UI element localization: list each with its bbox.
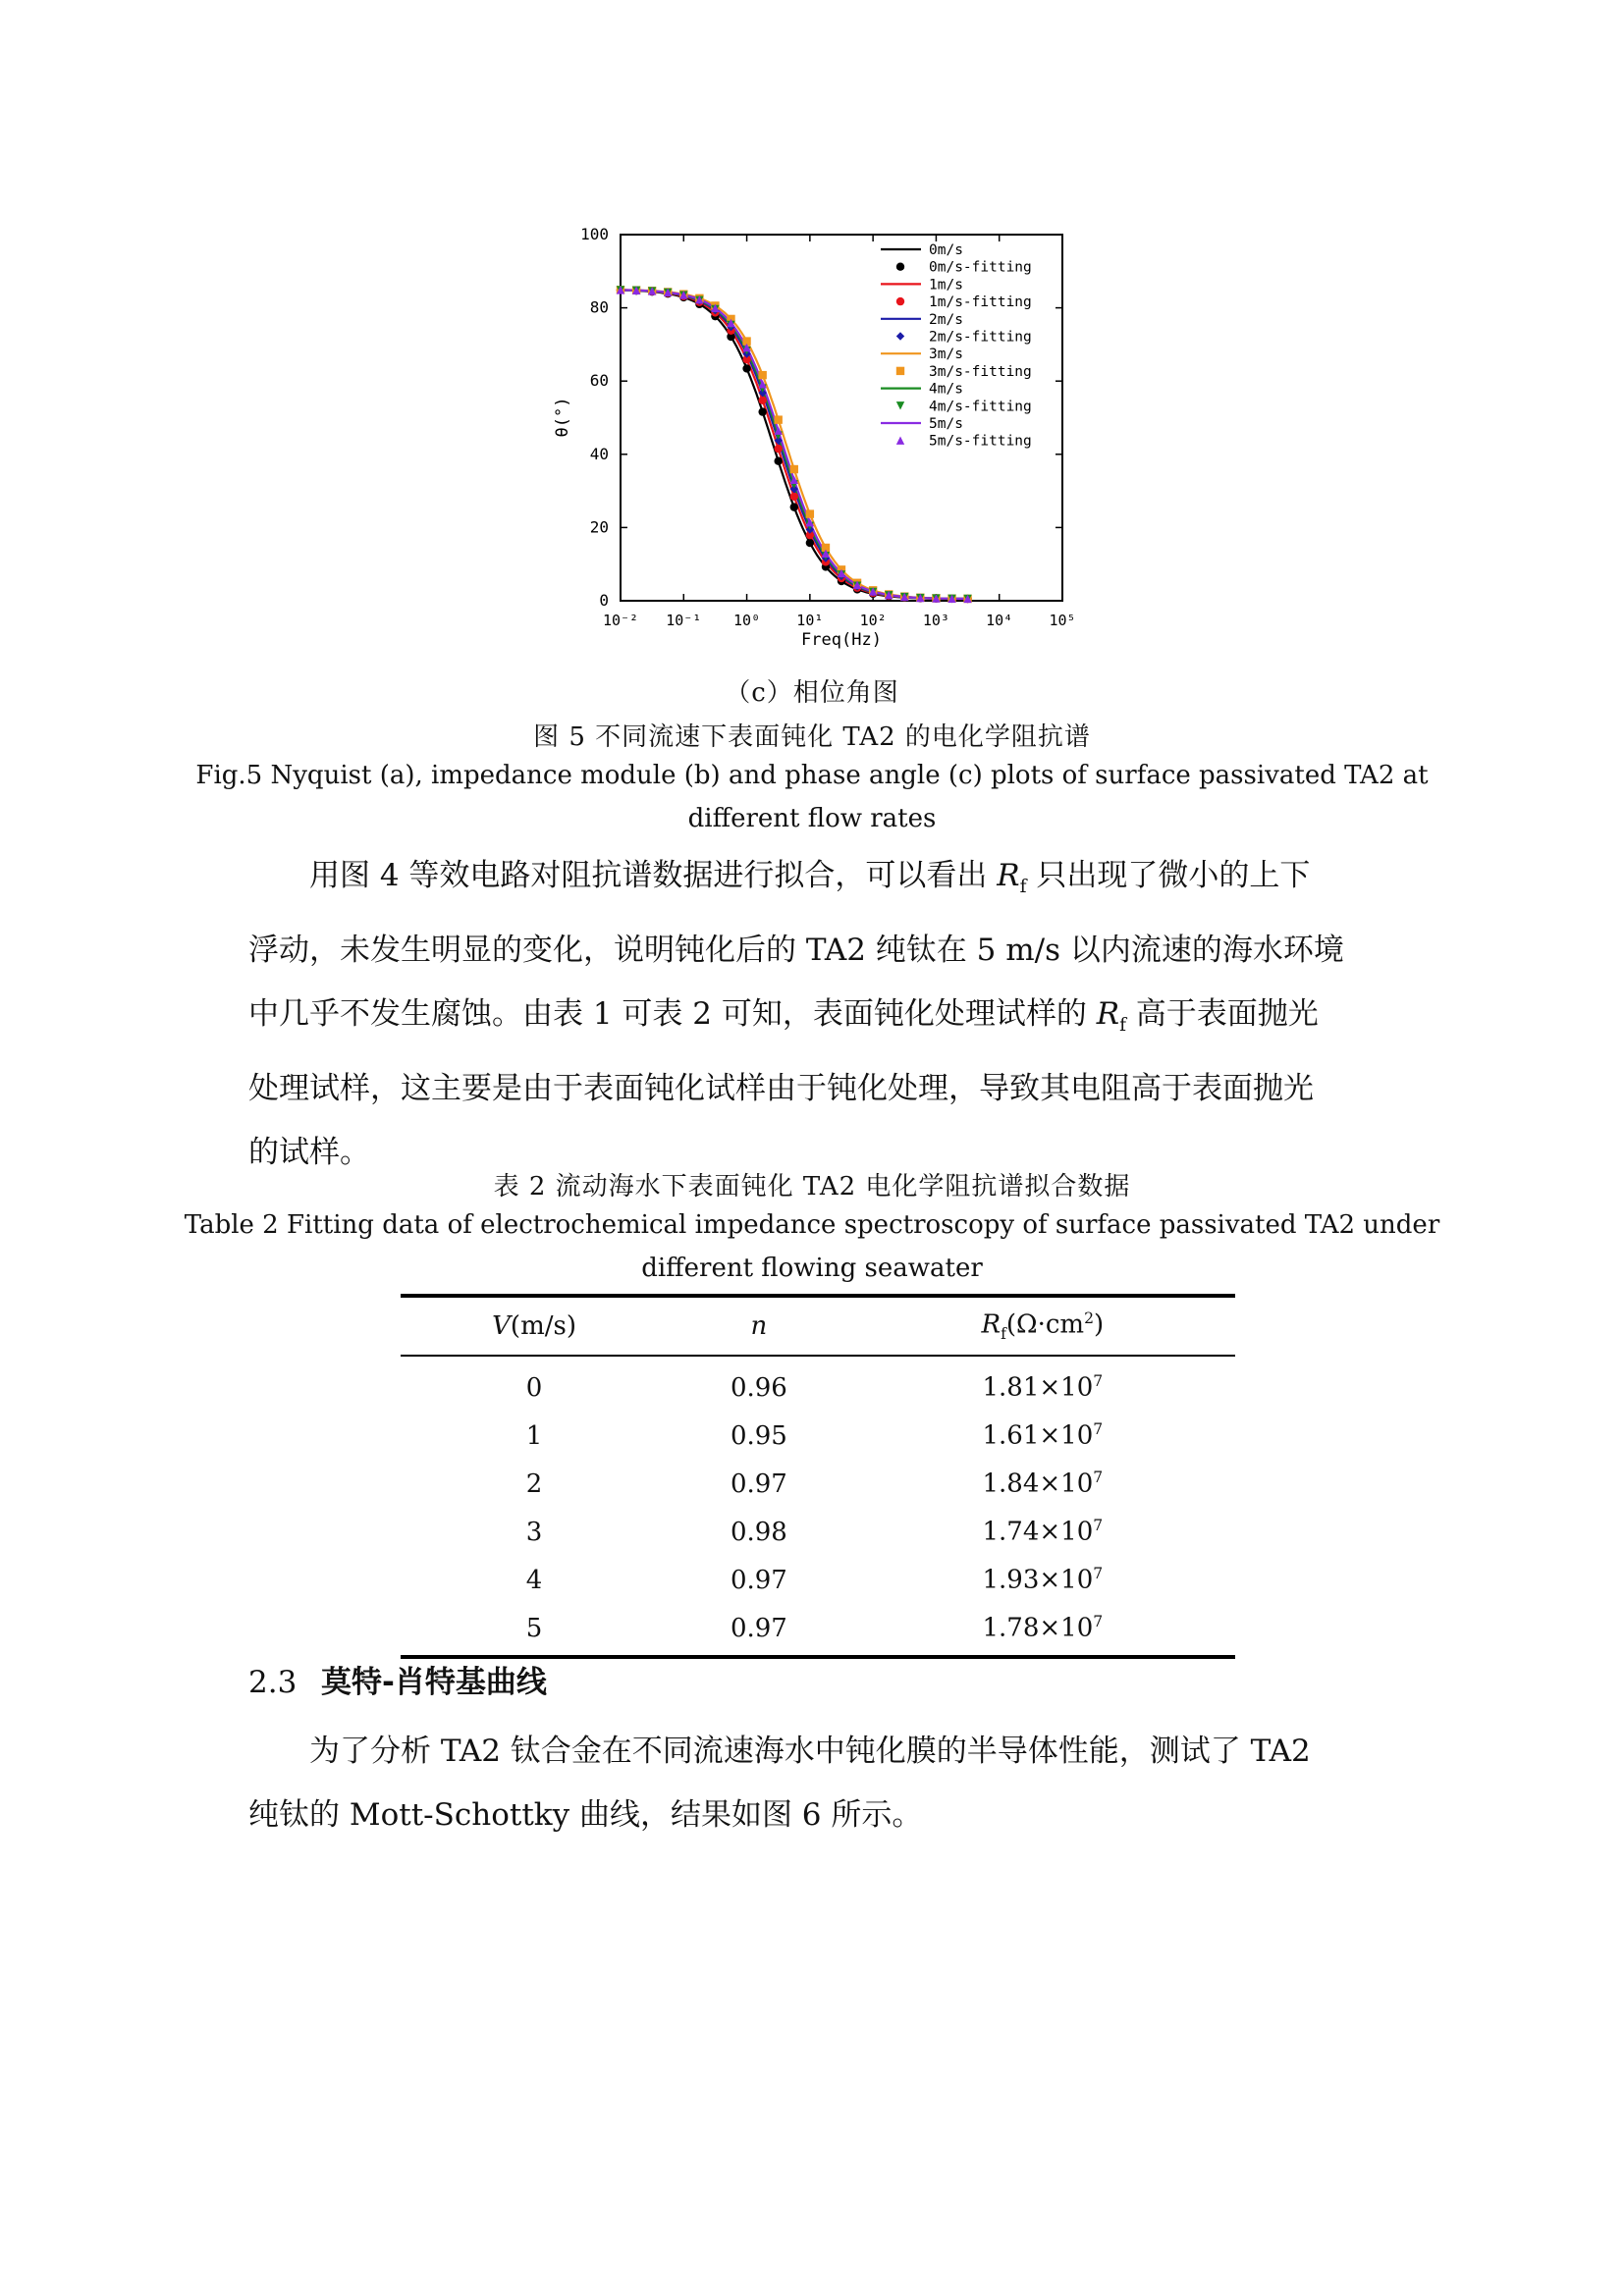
rf-unit-close: ) [1093,1309,1105,1340]
header-velocity [401,1296,668,1356]
series-line-5m/s [621,290,968,599]
series-line-0m/s [621,291,968,599]
body-paragraph-2 [248,1720,1387,1847]
legend-entry: 4m/s-fitting [929,399,1032,415]
legend-marker-swatch [896,263,904,271]
text-span: 高于表面抛光 [1125,996,1319,1033]
y-tick-label: 40 [589,444,609,463]
cell-velocity: 1 [525,1420,543,1451]
paragraph-1-line-3 [248,983,1387,1057]
data-point-3m/s-fitting [806,509,814,517]
rf-mantissa: 1.81×10 [982,1372,1094,1403]
rf-unit: (Ω·cm [1005,1309,1085,1340]
header-rf [850,1296,1235,1356]
cell-n: 0.95 [730,1420,787,1451]
x-tick-label: 10⁴ [986,612,1013,629]
x-axis-label: Freq(Hz) [801,630,882,650]
figure-caption-en-line2: different flow rates [687,804,937,833]
rf-symbol: R [1096,996,1120,1033]
legend-entry: 0m/s-fitting [929,259,1032,276]
y-tick-label: 0 [599,591,609,610]
rf-mantissa: 1.84×10 [982,1468,1094,1499]
rf-mantissa: 1.61×10 [982,1420,1094,1451]
rf-exponent: 7 [1093,1468,1104,1487]
rf-mantissa: 1.93×10 [982,1565,1094,1595]
legend-entry: 5m/s-fitting [929,433,1032,450]
legend-marker-swatch [896,332,904,340]
cell-velocity: 3 [525,1517,543,1547]
legend-entry: 2m/s [929,311,963,328]
text-span: 中几乎不发生腐蚀。由表 1 可表 2 可知，表面钝化处理试样的 [248,996,1097,1033]
legend-marker-swatch [896,437,904,445]
y-axis-label: θ(°) [553,397,572,438]
paragraph-1-line-2: 浮动，未发生明显的变化，说明钝化后的 TA2 纯钛在 5 m/s 以内流速的海水环境 [248,933,1344,969]
cell-rf [850,1356,1235,1412]
rf-subscript: f [1001,1324,1006,1343]
legend-entry: 2m/s-fitting [929,329,1032,346]
data-point-0m/s-fitting [790,503,798,510]
n-symbol: n [750,1311,768,1341]
cell-n: 0.97 [730,1468,787,1499]
table-header-row [401,1296,1235,1356]
legend-marker-swatch [896,297,904,305]
data-point-0m/s-fitting [742,364,750,372]
legend-entry: 3m/s-fitting [929,363,1032,380]
rf-unit-exponent: 2 [1084,1309,1094,1328]
cell-rf [850,1460,1235,1508]
cell-rf [850,1508,1235,1556]
cell-n: 0.98 [730,1517,787,1547]
table-row [401,1508,1235,1556]
x-tick-label: 10⁵ [1049,612,1076,629]
table-row [401,1356,1235,1412]
rf-subscript: f [1019,877,1027,898]
rf-exponent: 7 [1093,1372,1104,1391]
paragraph-1-line-1 [248,844,1387,919]
header-n [668,1296,850,1356]
rf-exponent: 7 [1093,1565,1104,1583]
cell-velocity: 5 [401,1604,668,1657]
paragraph-2-line-1: 为了分析 TA2 钛合金在不同流速海水中钝化膜的半导体性能，测试了 TA2 [309,1734,1311,1769]
data-point-3m/s-fitting [790,465,798,473]
cell-velocity: 4 [525,1565,543,1595]
rf-symbol: R [997,858,1020,893]
v-symbol: V [492,1311,511,1341]
y-tick-label: 100 [580,225,609,243]
rf-mantissa: 1.78×10 [982,1613,1094,1643]
phase-angle-chart [550,221,1080,658]
text-span: 用图 4 等效电路对阻抗谱数据进行拟合，可以看出 [309,858,998,893]
data-point-0m/s-fitting [806,539,814,547]
series-line-3m/s [621,290,968,599]
figure-subcaption: （c）相位角图 [725,678,899,708]
section-heading [248,1657,547,1701]
figure-caption-en [0,754,1624,840]
figure-caption-en-line1: Fig.5 Nyquist (a), impedance module (b) and phase angle (c) plots of surface passivated TA2 at [195,761,1429,790]
x-tick-label: 10¹ [796,612,824,629]
legend-entry: 5m/s [929,416,963,432]
legend-entry: 1m/s [929,277,963,294]
x-tick-label: 10² [859,612,887,629]
plot-frame [621,235,1062,601]
data-point-3m/s-fitting [774,415,782,423]
rf-mantissa: 1.74×10 [982,1517,1094,1547]
rf-symbol: R [981,1309,1001,1340]
legend-entry: 0m/s [929,242,963,258]
table-row [401,1412,1235,1460]
x-tick-label: 10⁻¹ [666,612,702,629]
series-line-1m/s [621,291,968,600]
table-row [401,1460,1235,1508]
series-line-2m/s [621,290,968,599]
series-line-4m/s [621,290,968,599]
data-point-0m/s-fitting [758,407,766,415]
legend-entry: 1m/s-fitting [929,294,1032,311]
fitting-data-table [401,1294,1235,1659]
cell-rf [850,1556,1235,1604]
cell-n: 0.96 [730,1372,787,1403]
data-point-1m/s-fitting [774,445,782,453]
text-span: 只出现了微小的上下 [1026,858,1311,893]
y-tick-label: 80 [589,297,609,317]
data-point-0m/s-fitting [774,456,782,464]
cell-rf [850,1604,1235,1657]
x-tick-label: 10⁻² [602,612,639,629]
cell-rf [850,1412,1235,1460]
cell-velocity: 2 [525,1468,543,1499]
x-tick-label: 10⁰ [733,612,761,629]
data-point-1m/s-fitting [758,397,766,404]
rf-subscript: f [1119,1015,1126,1037]
table-caption-cn: 表 2 流动海水下表面钝化 TA2 电化学阻抗谱拟合数据 [493,1172,1131,1201]
figure-caption-cn: 图 5 不同流速下表面钝化 TA2 的电化学阻抗谱 [533,722,1091,752]
paragraph-2-line-2: 纯钛的 Mott-Schottky 曲线，结果如图 6 所示。 [248,1797,923,1833]
legend-entry: 3m/s [929,347,963,363]
data-point-3m/s-fitting [758,371,766,379]
cell-n: 0.97 [668,1604,850,1657]
table-caption-en [0,1203,1624,1290]
legend-marker-swatch [896,367,904,375]
table-row [401,1556,1235,1604]
rf-exponent: 7 [1093,1420,1104,1439]
y-tick-label: 20 [589,517,609,537]
rf-exponent: 7 [1093,1517,1104,1535]
x-tick-label: 10³ [922,612,949,629]
legend-marker-swatch [896,401,904,409]
table-caption-en-line1: Table 2 Fitting data of electrochemical impedance spectroscopy of surface passivated TA2 under [184,1210,1440,1240]
cell-velocity: 0 [525,1372,543,1403]
paragraph-1-line-5: 的试样。 [248,1135,370,1171]
v-unit: (m/s) [510,1311,576,1341]
section-number: 2.3 [248,1665,298,1700]
legend-entry: 4m/s [929,381,963,398]
paragraph-1-line-4: 处理试样，这主要是由于表面钝化试样由于钝化处理，导致其电阻高于表面抛光 [248,1071,1314,1107]
section-title: 莫特-肖特基曲线 [321,1665,547,1700]
y-tick-label: 60 [589,371,609,391]
cell-n: 0.97 [730,1565,787,1595]
table-caption-en-line2: different flowing seawater [641,1254,983,1283]
body-paragraph-1 [248,844,1387,1185]
data-point-1m/s-fitting [790,493,798,501]
table-row [401,1604,1235,1657]
rf-exponent: 7 [1093,1613,1104,1631]
